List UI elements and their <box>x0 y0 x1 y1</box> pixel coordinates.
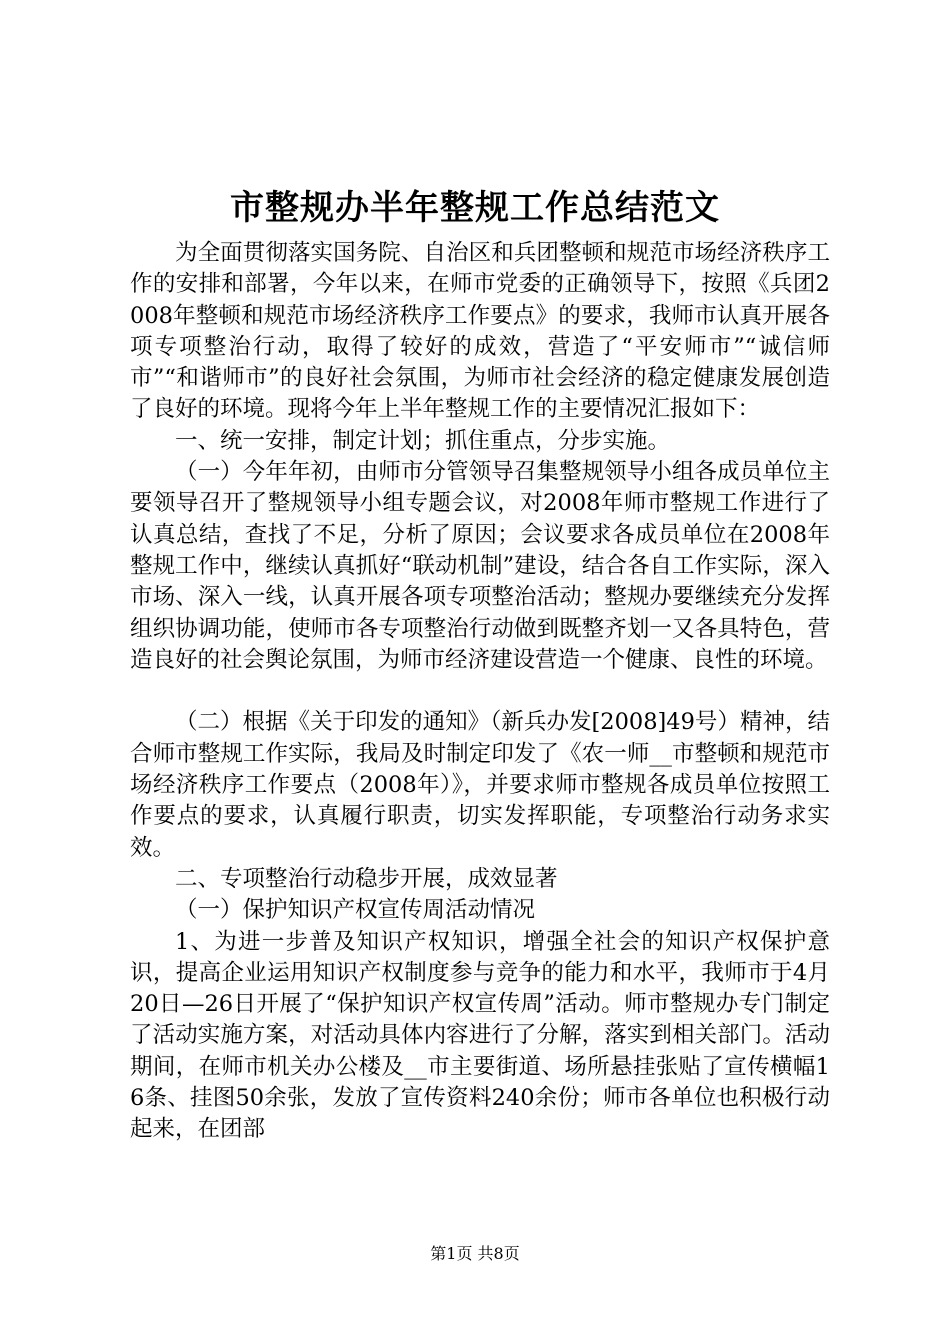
document-title: 市整规办半年整规工作总结范文 <box>230 188 720 228</box>
paragraph-intro: 为全面贯彻落实国务院、自治区和兵团整顿和规范市场经济秩序工作的安排和部署，今年以来，在师市党委的正确领导下，按照《兵团2008年整顿和规范市场经济秩序工作要点》的要求，我师市认真开展各项专项整治行动，取得了较好的成效，营造了“平安师市”“诚信师市”“和谐师市”的良好社会氛围，为师市社会经济的稳定健康发展创造了良好的环境。现将今年上半年整规工作的主要情况汇报如下： <box>130 240 830 423</box>
page-footer: 第1页 共8页 <box>430 1244 520 1263</box>
paragraph-section-2-item-1: 1、为进一步普及知识产权知识，增强全社会的知识产权保护意识，提高企业运用知识产权制度参与竞争的能力和水平，我师市于4月20日—26日开展了“保护知识产权宣传周”活动。师市整规办专门制定了活动实施方案，对活动具体内容进行了分解，落实到相关部门。活动期间，在师市机关办公楼及__市主要街道、场所悬挂张贴了宣传横幅16条、挂图50余张，发放了宣传资料240余份；师市各单位也积极行动起来，在团部 <box>130 928 830 1143</box>
paragraph-section-2-heading: 二、专项整治行动稳步开展，成效显著 <box>175 865 558 892</box>
paragraph-section-1-item-2: （二）根据《关于印发的通知》（新兵办发[2008]49号）精神，结合师市整规工作实际，我局及时制定印发了《农一师__市整顿和规范市场经济秩序工作要点（2008年）》，并要求师市整规各成员单位按照工作要点的要求，认真履行职责，切实发挥职能，专项整治行动务求实效。 <box>130 709 830 861</box>
document-body <box>130 238 830 1146</box>
paragraph-section-1-item-1: （一）今年年初，由师市分管领导召集整规领导小组各成员单位主要领导召开了整规领导小组专题会议，对2008年师市整规工作进行了认真总结，查找了不足，分析了原因；会议要求各成员单位在2008年整规工作中，继续认真抓好“联动机制”建设，结合各自工作实际，深入市场、深入一线，认真开展各项专项整治活动；整规办要继续充分发挥组织协调功能，使师市各专项整治行动做到既整齐划一又各具特色，营造良好的社会舆论氛围，为师市经济建设营造一个健康、良性的环境。 <box>130 459 830 673</box>
paragraph-section-1-heading: 一、统一安排，制定计划；抓住重点，分步实施。 <box>175 427 671 454</box>
paragraph-section-2-subheading: （一）保护知识产权宣传周活动情况 <box>175 897 536 924</box>
